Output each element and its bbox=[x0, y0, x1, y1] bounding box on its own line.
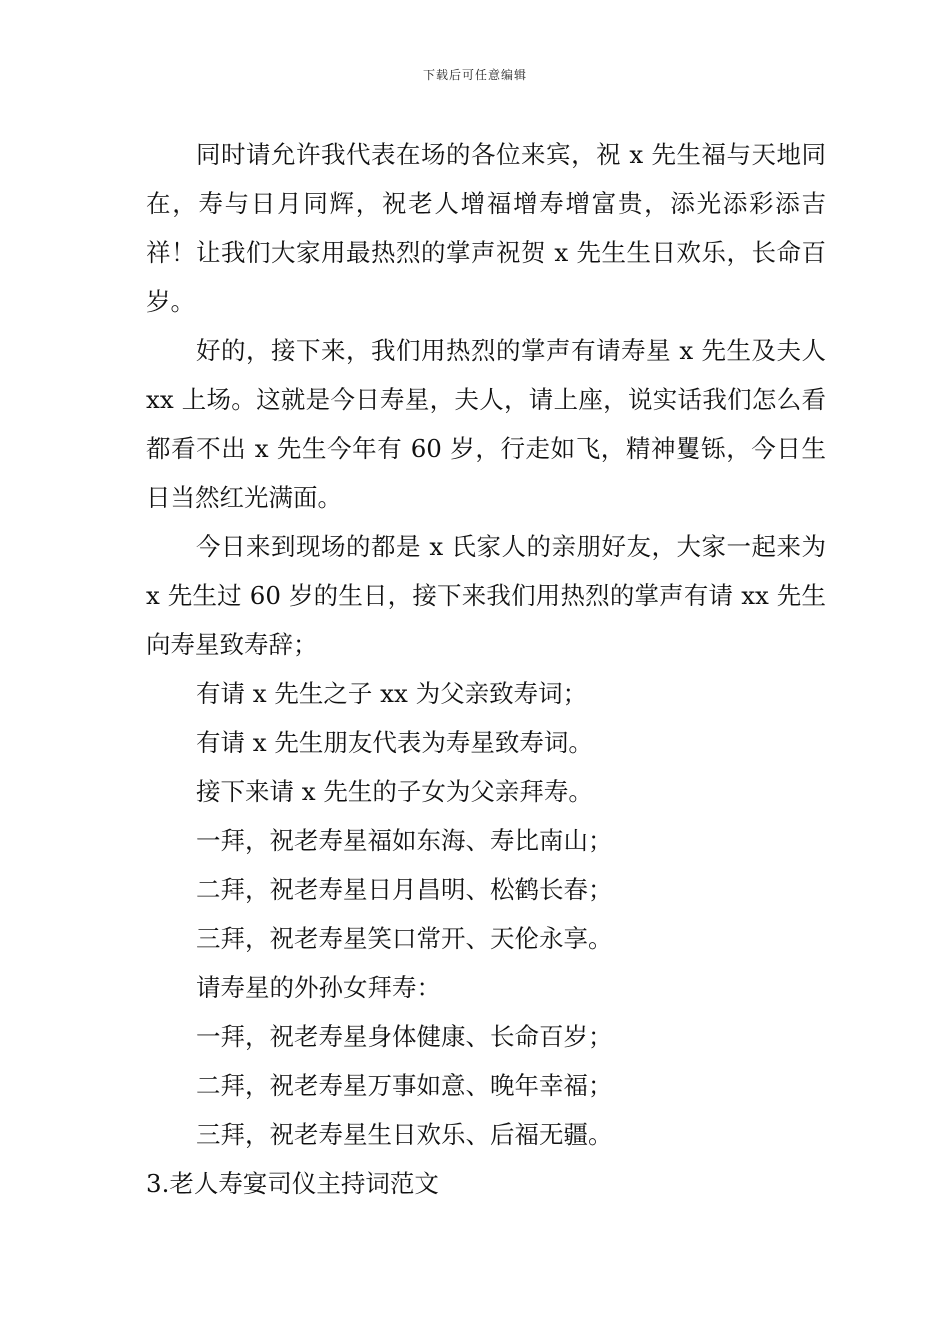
page-header: 下载后可任意编辑 bbox=[422, 68, 527, 82]
paragraph: 好的，接下来，我们用热烈的掌声有请寿星 x 先生及夫人 xx 上场。这就是今日寿星，夫人，请上座，说实话我们怎么看都看不出 x 先生今年有 60 岁，行走如飞，精神矍铄，今日生日当然红光满面。 bbox=[146, 336, 826, 512]
text-line: 三拜，祝老寿星笑口常开、天伦永享。 bbox=[196, 924, 613, 953]
paragraph: 今日来到现场的都是 x 氏家人的亲朋好友，大家一起来为 x 先生过 60 岁的生日，接下来我们用热烈的掌声有请 xx 先生向寿星致寿辞； bbox=[146, 532, 826, 659]
text-line: 有请 x 先生之子 xx 为父亲致寿词； bbox=[196, 679, 588, 708]
text-line: 接下来请 x 先生的子女为父亲拜寿。 bbox=[196, 777, 593, 806]
section-heading: 3.老人寿宴司仪主持词范文 bbox=[146, 1169, 439, 1198]
document-body bbox=[146, 130, 826, 1208]
text-line: 三拜，祝老寿星生日欢乐、后福无疆。 bbox=[196, 1120, 613, 1149]
text-line: 一拜，祝老寿星身体健康、长命百岁； bbox=[196, 1022, 613, 1051]
paragraph: 同时请允许我代表在场的各位来宾，祝 x 先生福与天地同在，寿与日月同辉，祝老人增福增寿增富贵，添光添彩添吉祥！让我们大家用最热烈的掌声祝贺 x 先生生日欢乐，长命百岁。 bbox=[146, 140, 826, 316]
text-line: 请寿星的外孙女拜寿： bbox=[196, 973, 441, 1002]
text-line: 二拜，祝老寿星日月昌明、松鹤长春； bbox=[196, 875, 613, 904]
text-line: 有请 x 先生朋友代表为寿星致寿词。 bbox=[196, 728, 593, 757]
text-line: 一拜，祝老寿星福如东海、寿比南山； bbox=[196, 826, 613, 855]
text-line: 二拜，祝老寿星万事如意、晚年幸福； bbox=[196, 1071, 613, 1100]
